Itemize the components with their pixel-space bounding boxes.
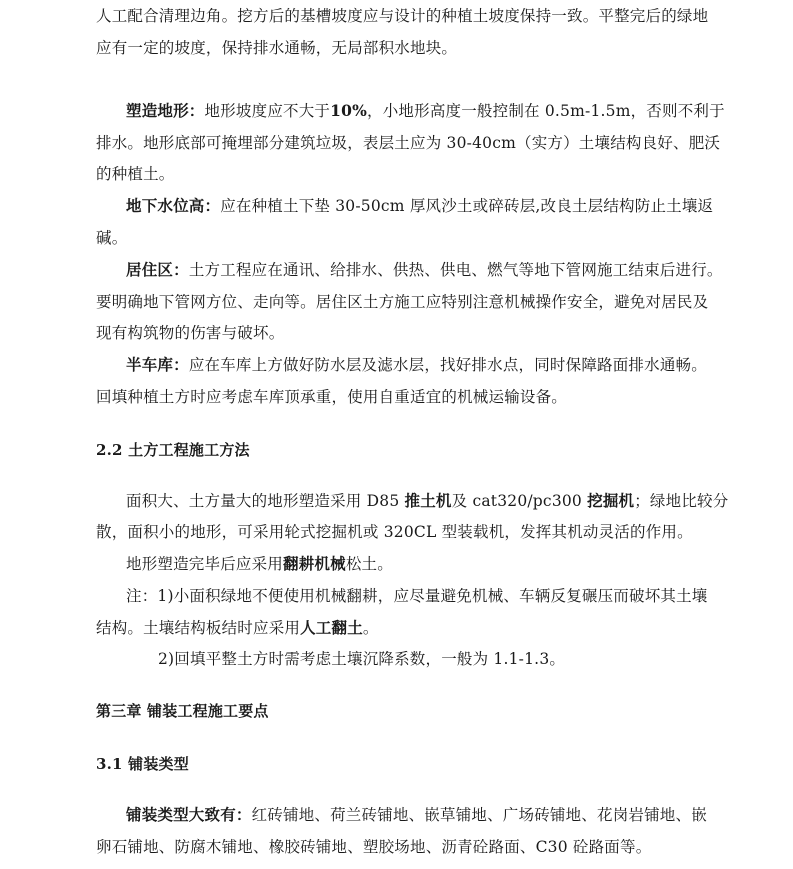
garage-label: 半车库：: [126, 355, 189, 374]
note-line: 结构。土壤结构板结时应采用人工翻土。: [96, 618, 379, 637]
bulldozer-term: 推土机: [404, 491, 452, 510]
paragraph-line: 人工配合清理边角。挖方后的基槽坡度应与设计的种植土坡度保持一致。平整完后的绿地: [96, 7, 709, 25]
groundwater-label: 地下水位高：: [126, 196, 221, 215]
slope-percentage: 10%: [330, 101, 368, 120]
paragraph-residential: 居住区：土方工程应在通讯、给排水、供热、供电、燃气等地下管网施工结束后进行。: [126, 260, 723, 279]
paragraph-line: 回填种植土方时应考虑车库顶承重，使用自重适宜的机械运输设备。: [96, 388, 568, 406]
section-heading-2-2: 2.2 土方工程施工方法: [96, 441, 250, 459]
paragraph-methods: 面积大、土方量大的地形塑造采用 D85 推土机及 cat320/pc300 挖掘机；绿地比较分: [126, 491, 729, 510]
paragraph-groundwater: 地下水位高：应在种植土下垫 30-50cm 厚风沙土或碎砖层,改良土层结构防止土壤返: [126, 196, 714, 215]
paragraph-paving-types: 铺装类型大致有：红砖铺地、荷兰砖铺地、嵌草铺地、广场砖铺地、花岗岩铺地、嵌: [126, 805, 707, 824]
section-heading-3-1: 3.1 铺装类型: [96, 755, 189, 773]
paragraph-line: 要明确地下管网方位、走向等。居住区土方施工应特别注意机械操作安全，避免对居民及: [96, 293, 709, 311]
paragraph-terrain: 塑造地形：地形坡度应不大于10%，小地形高度一般控制在 0.5m-1.5m，否则不利于: [126, 101, 725, 120]
paragraph-line: 碱。: [96, 229, 128, 247]
chapter-heading-3: 第三章 铺装工程施工要点: [96, 702, 269, 720]
paving-types-label: 铺装类型大致有：: [126, 805, 252, 824]
paragraph-line: 排水。地形底部可掩埋部分建筑垃圾，表层土应为 30-40cm（实方）土壤结构良好、肥沃: [96, 134, 721, 152]
excavator-term: 挖掘机: [587, 491, 635, 510]
paragraph-line: 现有构筑物的伤害与破坏。: [96, 324, 285, 342]
paragraph-line: 卵石铺地、防腐木铺地、橡胶砖铺地、塑胶场地、沥青砼路面、C30 砼路面等。: [96, 838, 652, 856]
note-line: 注：1)小面积绿地不便使用机械翻耕，应尽量避免机械、车辆反复碾压而破坏其土壤: [126, 587, 708, 605]
paragraph-line: 应有一定的坡度，保持排水通畅，无局部积水地块。: [96, 39, 458, 57]
note-line: 2)回填平整土方时需考虑土壤沉降系数，一般为 1.1-1.3。: [158, 650, 566, 668]
paragraph-line: 散，面积小的地形，可采用轮式挖掘机或 320CL 型装载机，发挥其机动灵活的作用。: [96, 523, 693, 541]
tiller-term: 翻耕机械: [283, 554, 346, 573]
manual-tillage-term: 人工翻土: [300, 618, 363, 637]
terrain-label: 塑造地形：: [126, 101, 205, 120]
paragraph-tillage: 地形塑造完毕后应采用翻耕机械松土。: [126, 554, 393, 573]
residential-label: 居住区：: [126, 260, 189, 279]
paragraph-line: 的种植土。: [96, 165, 175, 183]
paragraph-garage: 半车库：应在车库上方做好防水层及滤水层，找好排水点，同时保障路面排水通畅。: [126, 355, 707, 374]
